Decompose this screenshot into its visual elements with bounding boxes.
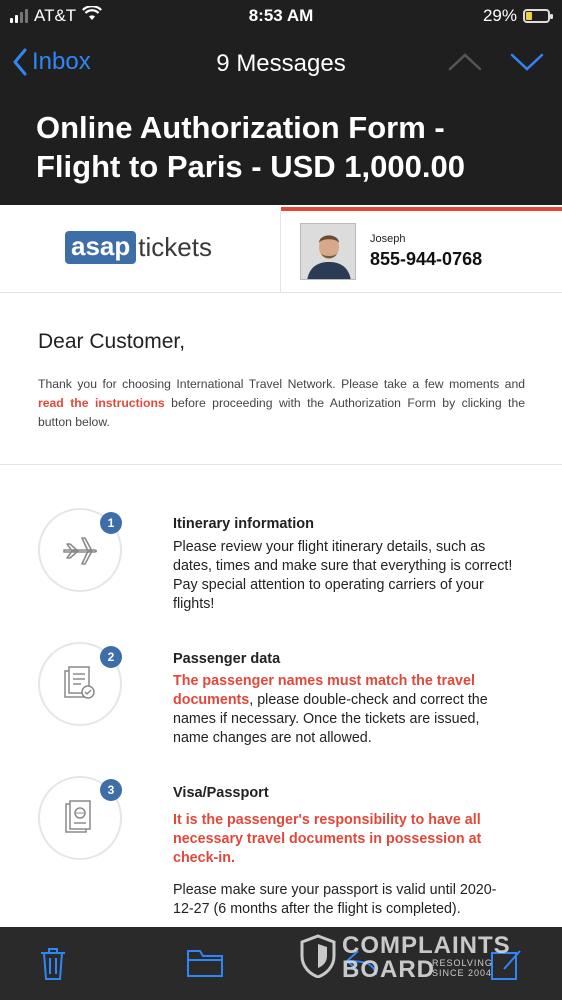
agent-name: Joseph (370, 233, 406, 245)
step-title: Itinerary information (173, 516, 314, 532)
clock: 8:53 AM (248, 6, 314, 25)
battery-percent: 29% (482, 6, 517, 25)
step-description: The passenger names must match the travel documents, please double-check and correct the names if necessary. Once the tickets are issued, name changes are not allowed. (173, 673, 488, 746)
battery-icon (523, 9, 550, 23)
logo-tickets: tickets (138, 232, 212, 262)
mail-nav-bar (0, 38, 562, 90)
step-title: Passenger data (173, 651, 281, 667)
carrier-name: AT&T (34, 6, 77, 25)
intro-paragraph: Thank you for choosing International Travel Network. Please take a few moments and read the instructions before proceeding with the Authorization Form by clicking the button below. (38, 377, 525, 429)
previous-message-button[interactable] (448, 52, 482, 72)
step-warning: It is the passenger's responsibility to have all necessary travel documents in possession at check-in. (173, 812, 482, 866)
email-header-bar (0, 0, 562, 205)
instructions-link[interactable]: read the instructions (38, 396, 165, 410)
step-number-badge: 1 (100, 512, 122, 534)
watermark-text: COMPLAINTS (342, 932, 511, 959)
trash-icon[interactable] (38, 947, 68, 986)
email-brand-header (0, 211, 562, 293)
email-subject: Online Authorization Form - Flight to Paris - USD 1,000.00 (36, 110, 465, 184)
step-description: Please review your flight itinerary details, such as dates, times and make sure that everything is correct! Pay special attention to operating carriers of your flights! (173, 539, 513, 612)
document-check-icon (60, 664, 100, 704)
divider (0, 464, 562, 465)
greeting: Dear Customer, (38, 330, 186, 353)
step-title: Visa/Passport (173, 785, 269, 801)
logo-asap: asap (65, 231, 136, 264)
step-description: Please make sure your passport is valid until 2020-12-27 (6 months after the flight is completed). (173, 882, 497, 917)
watermark-tagline: RESOLVING SINCE 2004 (432, 958, 493, 978)
passport-icon (60, 798, 100, 838)
next-message-button[interactable] (510, 52, 544, 72)
step-number-badge: 3 (100, 779, 122, 801)
back-button-label: Inbox (32, 48, 91, 75)
watermark-text: BOARD (342, 956, 435, 983)
airplane-icon (60, 530, 100, 570)
message-count-title: 9 Messages (216, 50, 346, 77)
status-bar (0, 0, 562, 34)
step-number-badge: 2 (100, 646, 122, 668)
agent-phone-link[interactable]: 855-944-0768 (370, 249, 483, 269)
company-logo[interactable] (65, 231, 212, 264)
watermark-logo (300, 932, 520, 982)
agent-avatar (300, 223, 356, 280)
shield-icon (300, 934, 336, 978)
folder-icon[interactable] (186, 947, 224, 984)
